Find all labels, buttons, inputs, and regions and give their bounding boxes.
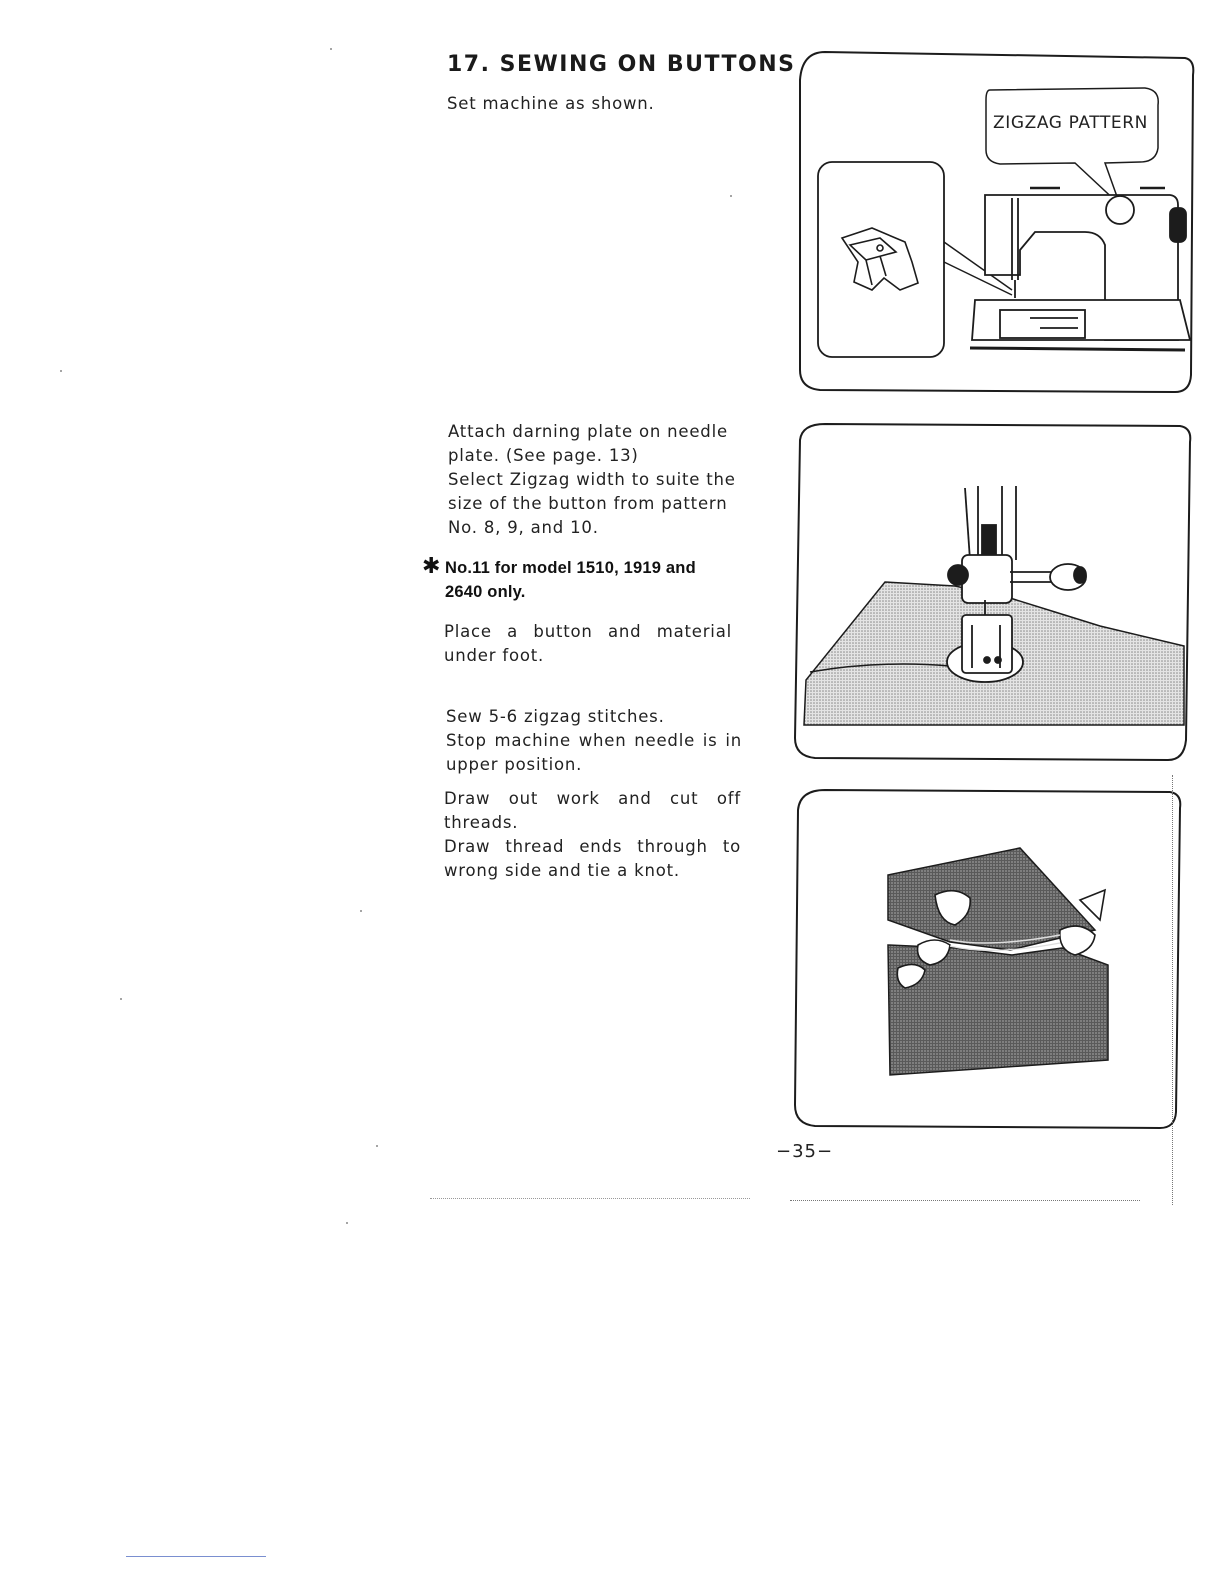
sewing-machine-drawing — [970, 188, 1190, 350]
text-line: Place a button and material — [444, 622, 732, 641]
text-line: Stop machine when needle is in — [446, 731, 742, 750]
text-line: upper position. — [446, 755, 583, 774]
text-line: threads. — [444, 813, 519, 832]
page-number: −35− — [776, 1141, 834, 1162]
zigzag-pattern-label: ZIGZAG PATTERN — [993, 113, 1148, 133]
scan-dotted-line — [1172, 775, 1173, 1205]
text-line: size of the button from pattern — [448, 494, 728, 513]
fabric-bottom-drawing — [888, 945, 1108, 1075]
text-line: 2640 only. — [445, 583, 526, 601]
scan-speck — [346, 1222, 348, 1224]
instruction-set-machine: Set machine as shown. — [447, 94, 655, 113]
text-line: No. 8, 9, and 10. — [448, 518, 599, 537]
scan-speck — [330, 48, 332, 50]
text-line: under foot. — [444, 646, 545, 665]
scan-speck — [376, 1145, 378, 1147]
text-line: Sew 5-6 zigzag stitches. — [446, 707, 665, 726]
scan-dotted-line — [430, 1198, 750, 1199]
text-line: Draw thread ends through to — [444, 837, 741, 856]
callout-bubble — [986, 88, 1158, 205]
scan-speck — [120, 998, 122, 1000]
text-line: No.11 for model 1510, 1919 and — [445, 559, 696, 577]
scan-speck — [360, 910, 362, 912]
footnote-rule — [126, 1556, 266, 1557]
page-title: 17. SEWING ON BUTTONS — [447, 52, 796, 77]
scan-dotted-line — [790, 1200, 1140, 1201]
text-line: Attach darning plate on needle — [448, 422, 728, 441]
text-line: Select Zigzag width to suite the — [448, 470, 736, 489]
text-line: wrong side and tie a knot. — [444, 861, 680, 880]
text-line: plate. (See page. 13) — [448, 446, 639, 465]
asterisk-icon: ✱ — [422, 554, 441, 579]
scan-speck — [60, 370, 62, 372]
scan-speck — [730, 195, 732, 197]
text-line: Draw out work and cut off — [444, 789, 741, 808]
